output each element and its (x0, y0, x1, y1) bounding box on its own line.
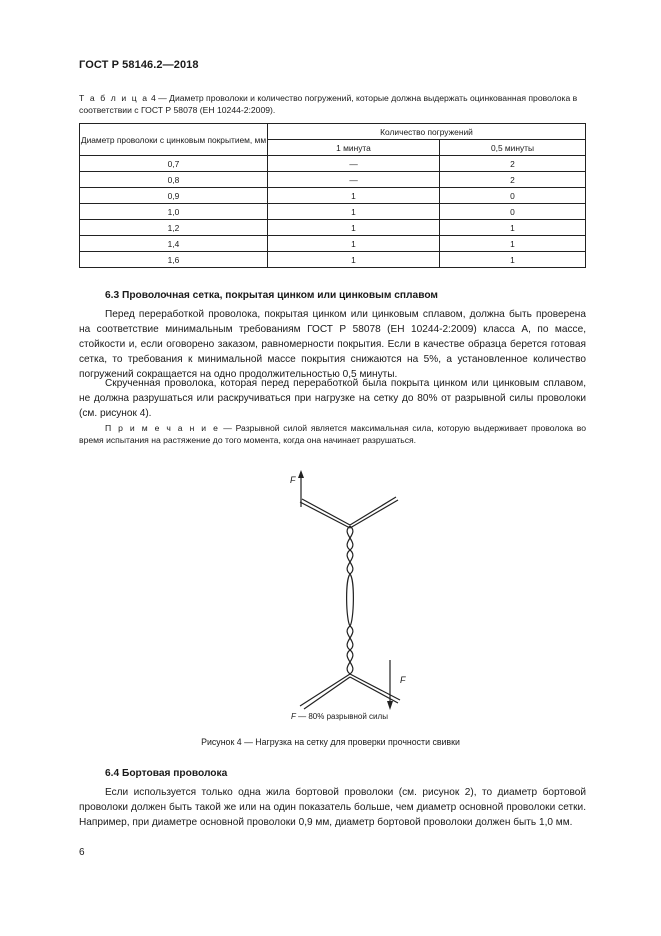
note-label: П р и м е ч а н и е (105, 423, 220, 433)
paragraph-text: Если используется только одна жила бортовой проволоки (см. рисунок 2), то диаметр бортовой проволоки должен быть такой же или на один показатель больше, чем диаметр основной проволоки сетки. Например, при диаметре основной проволоки 0,9 мм, диаметр бортовой проволоки должен быть 1,0 мм. (79, 787, 586, 828)
wire-top-left-2 (302, 499, 350, 525)
cell-05min: 1 (440, 220, 586, 236)
paragraph (79, 307, 586, 382)
force-arrow-top-head (298, 470, 304, 478)
figure-legend (291, 712, 388, 721)
legend-text: — 80% разрывной силы (295, 712, 388, 721)
figure-4 (280, 470, 420, 715)
table-row (80, 252, 586, 268)
table-row (80, 236, 586, 252)
cell-diameter: 1,4 (80, 236, 268, 252)
wire-bottom-left-2 (304, 677, 350, 709)
wire-bottom-left (300, 674, 350, 706)
cell-1min: 1 (268, 220, 440, 236)
force-arrow-bottom (385, 660, 395, 710)
section-title-6-4: 6.4 Бортовая проволока (105, 768, 228, 779)
document-header: ГОСТ Р 58146.2—2018 (79, 59, 199, 71)
col-header-diameter: Диаметр проволоки с цинковым покрытием, мм (80, 124, 268, 156)
figure-caption: Рисунок 4 — Нагрузка на сетку для проверки прочности свивки (201, 737, 460, 747)
note (79, 422, 586, 446)
note-text: — Разрывной силой является максимальная сила, которую выдерживает проволока во время испытания на растяжение до того момента, когда она начинает разрушаться. (79, 423, 586, 445)
col-header-1min: 1 минута (268, 140, 440, 156)
paragraph (79, 785, 586, 830)
wire-top-right-2 (350, 497, 396, 525)
cell-diameter: 1,0 (80, 204, 268, 220)
force-label-bottom: F (400, 675, 406, 685)
cell-05min: 0 (440, 188, 586, 204)
table-row (80, 156, 586, 172)
table-caption (79, 92, 589, 116)
cell-05min: 2 (440, 156, 586, 172)
col-header-05min: 0,5 минуты (440, 140, 586, 156)
cell-1min: 1 (268, 204, 440, 220)
table-row (80, 220, 586, 236)
cell-diameter: 0,7 (80, 156, 268, 172)
cell-05min: 2 (440, 172, 586, 188)
cell-1min: — (268, 156, 440, 172)
cell-1min: 1 (268, 188, 440, 204)
dip-count-table (79, 123, 586, 268)
cell-diameter: 1,2 (80, 220, 268, 236)
table-caption-text: — Диаметр проволоки и количество погружений, которые должна выдержать оцинкованная проволока в соответствии с ГОСТ Р 58078 (ЕН 10244-2:2009). (79, 93, 578, 115)
paragraph-text: Перед переработкой проволока, покрытая цинком или цинковым сплавом, должна быть проверена на соответствие минимальным требованиям ГОСТ Р 58078 (ЕН 10244-2:2009) класса А, по массе, стойкости и, если оговорено заказом, равномерности покрытия. Если в качестве образца берется готовая сетка, то требования к минимальной массе покрытия снижаются на 5%, а установленное количество погружений сокращается на одно продолжительностью 0,5 минуты. (79, 309, 586, 380)
table-caption-label: Т а б л и ц а (79, 93, 149, 103)
paragraph-text: Скрученная проволока, которая перед переработкой была покрыта цинком или цинковым сплавом, не должна разрушаться или раскручиваться при нагрузке на сетку до 80% от разрывной силы проволоки (см. рисунок 4). (79, 378, 586, 419)
cell-diameter: 0,8 (80, 172, 268, 188)
cell-05min: 0 (440, 204, 586, 220)
paragraph (79, 376, 586, 421)
cell-diameter: 1,6 (80, 252, 268, 268)
page-number: 6 (79, 847, 85, 858)
wire-top-left (300, 502, 350, 528)
legend-symbol: F (291, 712, 296, 721)
table-row (80, 172, 586, 188)
section-title-6-3: 6.3 Проволочная сетка, покрытая цинком или цинковым сплавом (105, 290, 438, 301)
table-caption-number: 4 (150, 93, 156, 103)
cell-diameter: 0,9 (80, 188, 268, 204)
cell-1min: — (268, 172, 440, 188)
table-row (80, 204, 586, 220)
cell-05min: 1 (440, 252, 586, 268)
cell-05min: 1 (440, 236, 586, 252)
cell-1min: 1 (268, 252, 440, 268)
wire-top-right (350, 500, 398, 528)
force-label-top: F (290, 475, 296, 485)
col-header-dip-count: Количество погружений (268, 124, 586, 140)
table-row (80, 188, 586, 204)
cell-1min: 1 (268, 236, 440, 252)
twisted-mesh-diagram (280, 470, 420, 710)
